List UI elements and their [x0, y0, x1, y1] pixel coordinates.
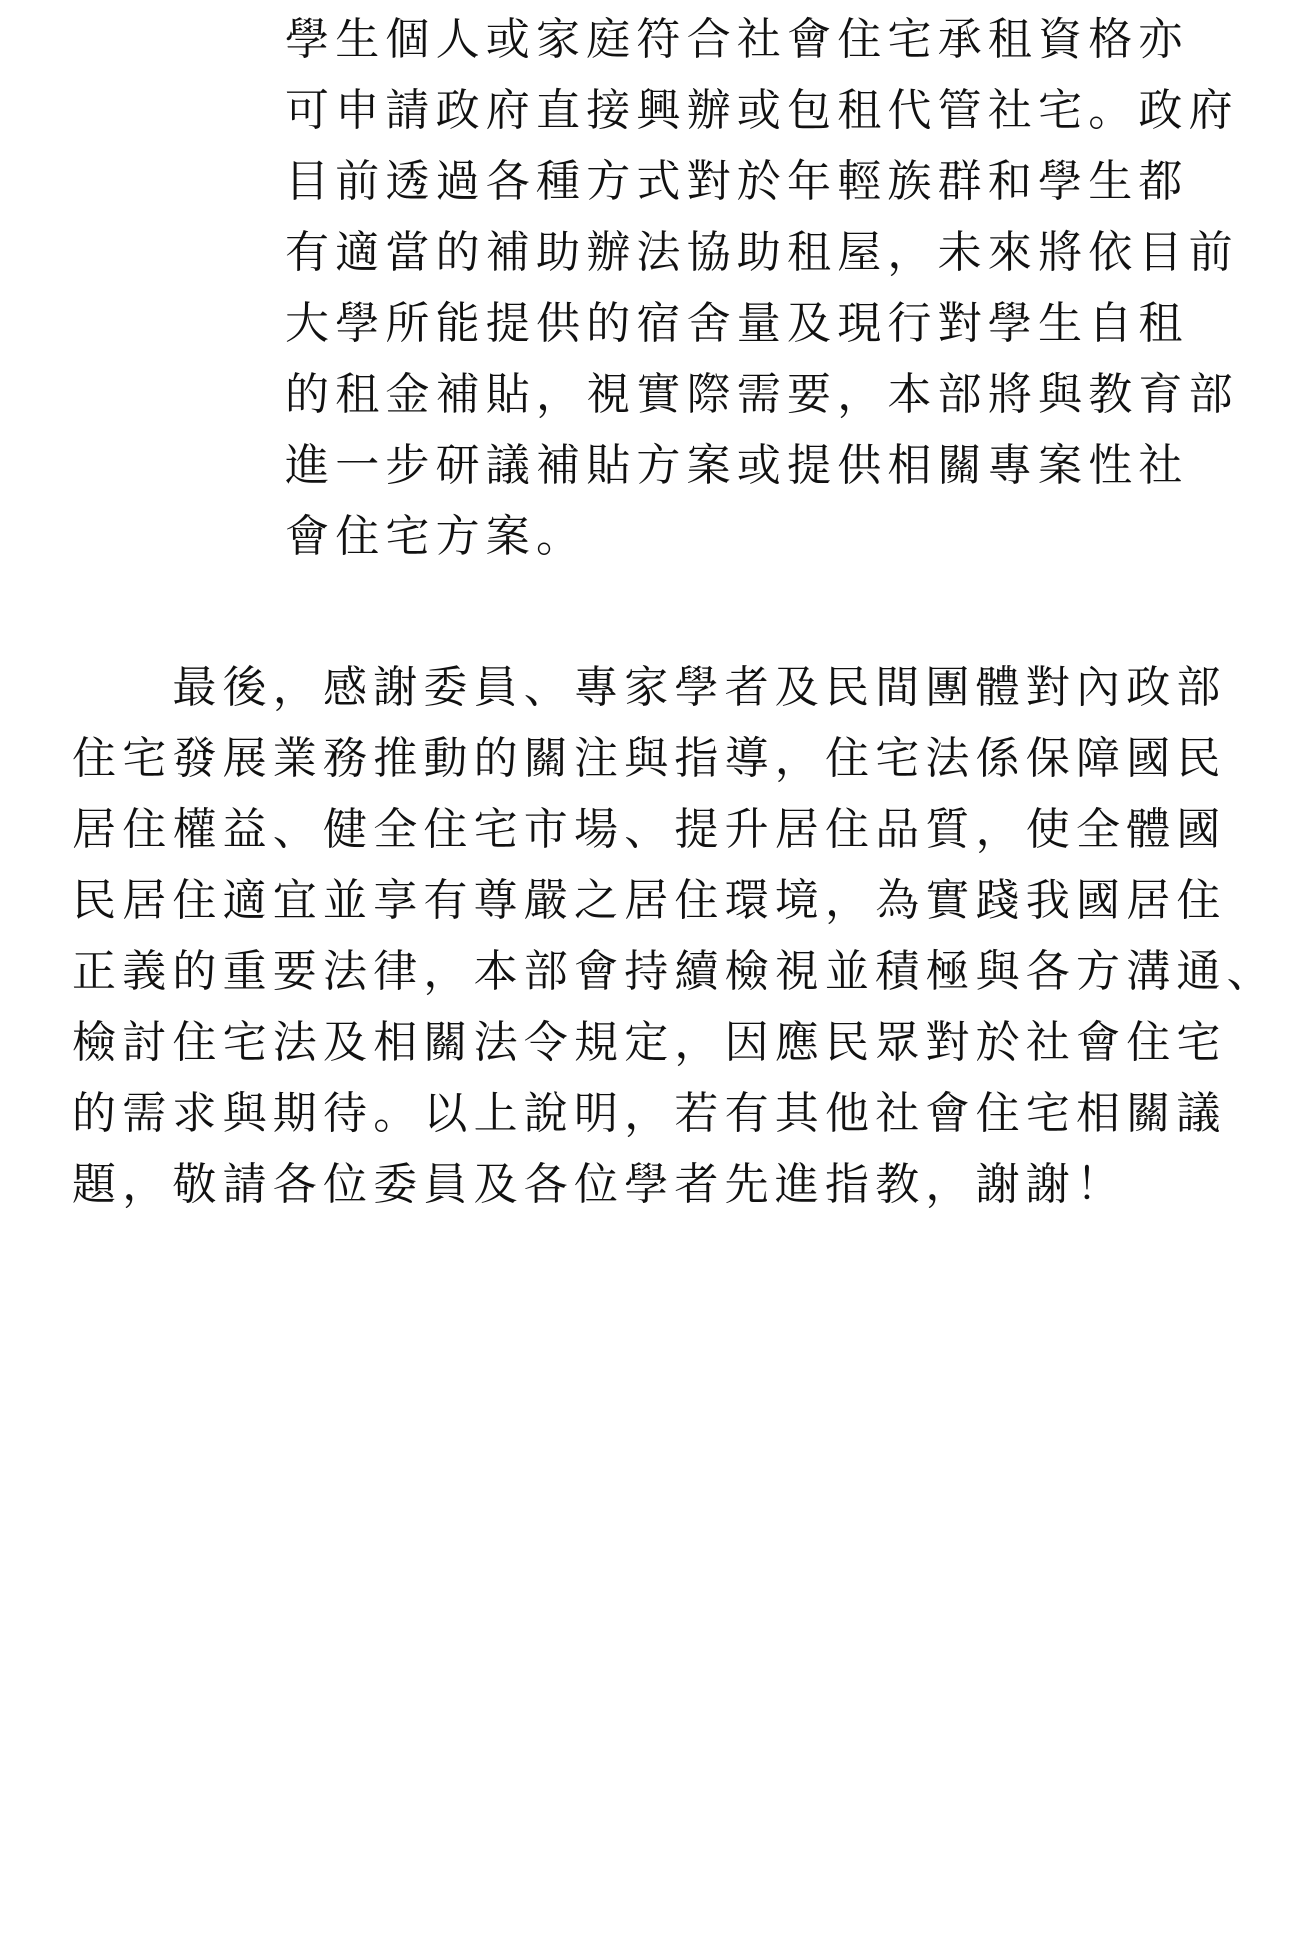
paragraph-line: 進一步研議補貼方案或提供相關專案性社 [285, 440, 1189, 491]
paragraph-line: 有適當的補助辦法協助租屋，未來將依目前 [285, 227, 1239, 278]
paragraph-line: 正義的重要法律，本部會持續檢視並積極與各方溝通、 [72, 946, 1277, 997]
paragraph-line: 會住宅方案。 [285, 511, 587, 562]
paragraph-line: 居住權益、健全住宅市場、提升居住品質，使全體國 [72, 804, 1227, 855]
paragraph-line: 最後，感謝委員、專家學者及民間團體對內政部 [72, 662, 1227, 713]
paragraph-line: 可申請政府直接興辦或包租代管社宅。政府 [285, 85, 1239, 136]
paragraph-line: 檢討住宅法及相關法令規定，因應民眾對於社會住宅 [72, 1017, 1227, 1068]
paragraph-line: 學生個人或家庭符合社會住宅承租資格亦 [285, 14, 1189, 65]
paragraph-line: 民居住適宜並享有尊嚴之居住環境，為實踐我國居住 [72, 875, 1227, 926]
paragraph-line: 的需求與期待。以上說明，若有其他社會住宅相關議 [72, 1088, 1227, 1139]
paragraph-line: 大學所能提供的宿舍量及現行對學生自租 [285, 298, 1189, 349]
paragraph-line: 住宅發展業務推動的關注與指導，住宅法係保障國民 [72, 733, 1227, 784]
paragraph-line: 目前透過各種方式對於年輕族群和學生都 [285, 156, 1189, 207]
paragraph-line: 的租金補貼，視實際需要，本部將與教育部 [285, 369, 1239, 420]
paragraph-line: 題，敬請各位委員及各位學者先進指教，謝謝！ [72, 1159, 1127, 1210]
